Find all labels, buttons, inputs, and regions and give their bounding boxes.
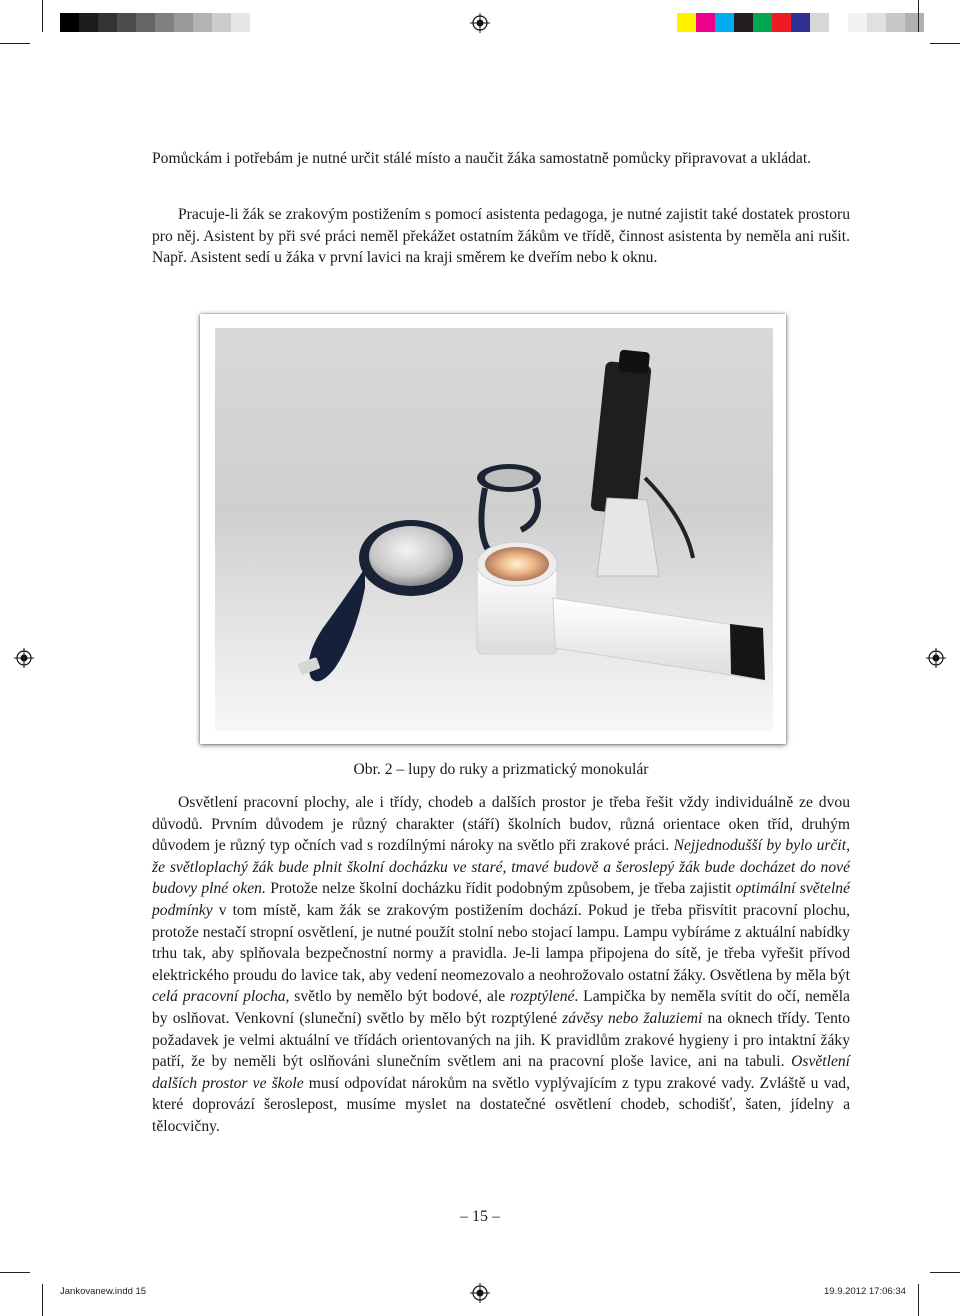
gray-swatch <box>231 13 250 32</box>
crop-mark-bottom-right <box>918 1284 919 1316</box>
color-swatch-bar <box>677 13 924 32</box>
crop-mark-top-left <box>42 0 43 32</box>
paragraph-text <box>152 792 850 1138</box>
color-swatch <box>867 13 886 32</box>
text-run: musí odpovídat nárokům na světlo vyplývajícím z typu zrakové vady. Zvláště u vad, které doprovází šeroslepost, musíme myslet na dostatečné osvětlení chodeb, schodišť, šaten, jídelny a tělocvičny. <box>152 1074 850 1135</box>
registration-mark-icon <box>470 1283 490 1303</box>
italic-text-run: optimální světelné podmínky <box>152 880 850 919</box>
color-swatch <box>848 13 867 32</box>
magnifiers-photo-image <box>215 328 773 731</box>
gray-swatch <box>193 13 212 32</box>
gray-swatch <box>174 13 193 32</box>
text-run: na oknech třídy. Tento požadavek je velmi aktuální ve třídách orientovaných na jih. K pravidlům zrakové hygieny i pro intaktní žáky patří, že by neměli být oslňováni slunečním světlem ani na pracovní ploše lavice, ani na tabuli. <box>152 1009 850 1071</box>
text-run: v tom místě, kam žák se zrakovým postižením dochází. Pokud je třeba přisvítit pracovní plochu, protože nestačí stropní osvětlení, je nutné použít stolní nebo stojací lampu. Lampu vybíráme z aktuální nabídky trhu tak, aby splňovala bezpečnostní normy a pravidla. Je-li lampa připojena do sítě, je třeba vyřešit přívod elektrického proudu do lavice tak, aby vedení neomezovalo a neohrožovalo ostatní žáky. Osvětlena by měla být <box>152 901 850 984</box>
paragraph-assistant <box>152 204 850 269</box>
gray-swatch <box>250 13 269 32</box>
paragraph-lighting <box>152 792 850 1138</box>
color-swatch <box>677 13 696 32</box>
registration-mark-icon <box>14 648 34 668</box>
italic-text-run: Osvětlení dalších prostor ve škole <box>152 1053 850 1092</box>
gray-swatch <box>212 13 231 32</box>
registration-mark-icon <box>470 13 490 33</box>
color-swatch <box>715 13 734 32</box>
color-swatch <box>810 13 829 32</box>
crop-mark-top-right-h <box>930 43 960 44</box>
paragraph-text: Pomůckám i potřebám je nutné určit stálé místo a naučit žáka samostatně pomůcky připravovat a ukládat. <box>152 150 812 167</box>
color-swatch <box>886 13 905 32</box>
crop-mark-top-left-h <box>0 43 30 44</box>
paragraph-text: Pracuje-li žák se zrakovým postižením s pomocí asistenta pedagoga, je nutné zajistit také dostatek prostoru pro něj. Asistent by při své práci neměl překážet ostatním žákům ve třídě, činnost asistenta by neměla ani rušit. Např. Asistent sedí u žáka v první lavici na kraji směrem ke dveřím nebo k oknu. <box>152 206 850 267</box>
crop-mark-bottom-right-h <box>930 1272 960 1273</box>
crop-mark-bottom-left <box>42 1284 43 1316</box>
color-swatch <box>696 13 715 32</box>
slug-filename: Jankovanew.indd 15 <box>60 1286 147 1297</box>
crop-mark-top-right <box>918 0 919 32</box>
crop-mark-bottom-left-h <box>0 1272 30 1273</box>
gray-swatch <box>117 13 136 32</box>
gray-swatch <box>79 13 98 32</box>
text-run: Osvětlení pracovní plochy, ale i třídy, chodeb a dalších prostor je třeba řešit vždy individuálně ze dvou důvodů. Prvním důvodem je různý charakter (stáří) školních budov, různá orientace oken tříd, druhým důvodem je různý typ očních vad s rozdílnými nároky na světlo při zrakové práci. <box>152 794 850 855</box>
color-swatch <box>829 13 848 32</box>
color-swatch <box>772 13 791 32</box>
gray-swatch <box>60 13 79 32</box>
slug-timestamp: 19.9.2012 17:06:34 <box>824 1286 906 1297</box>
color-swatch <box>734 13 753 32</box>
photo-magnifiers <box>200 314 786 744</box>
gray-swatch <box>136 13 155 32</box>
paragraph-aids-storage <box>152 148 850 170</box>
gray-swatch <box>98 13 117 32</box>
color-swatch <box>905 13 924 32</box>
gray-swatch-bar <box>60 13 269 32</box>
italic-text-run: celá pracovní plocha <box>152 988 286 1006</box>
color-swatch <box>791 13 810 32</box>
text-run: . Lampička by neměla svítit do očí, neměla by oslňovat. Venkovní (sluneční) světlo by mělo být rozptýlené <box>152 988 850 1027</box>
italic-text-run: rozptýlené <box>510 988 575 1006</box>
text-run: Protože nelze školní docházku řídit podobným způsobem, je třeba zajistit <box>265 880 736 898</box>
italic-text-run: závěsy nebo žaluziemi <box>562 1009 703 1027</box>
text-run: , světlo by nemělo být bodové, ale <box>285 988 511 1006</box>
registration-mark-icon <box>926 648 946 668</box>
color-swatch <box>753 13 772 32</box>
figure-caption: Obr. 2 – lupy do ruky a prizmatický monokulár <box>353 761 649 778</box>
italic-text-run: Nejjednodušší by bylo určit, že světloplachý žák bude plnit školní docházku ve staré, tmavé budově a šeroslepý žák bude docházet do nové budovy plné oken. <box>152 837 850 898</box>
page-number: – 15 – <box>460 1208 500 1225</box>
gray-swatch <box>155 13 174 32</box>
